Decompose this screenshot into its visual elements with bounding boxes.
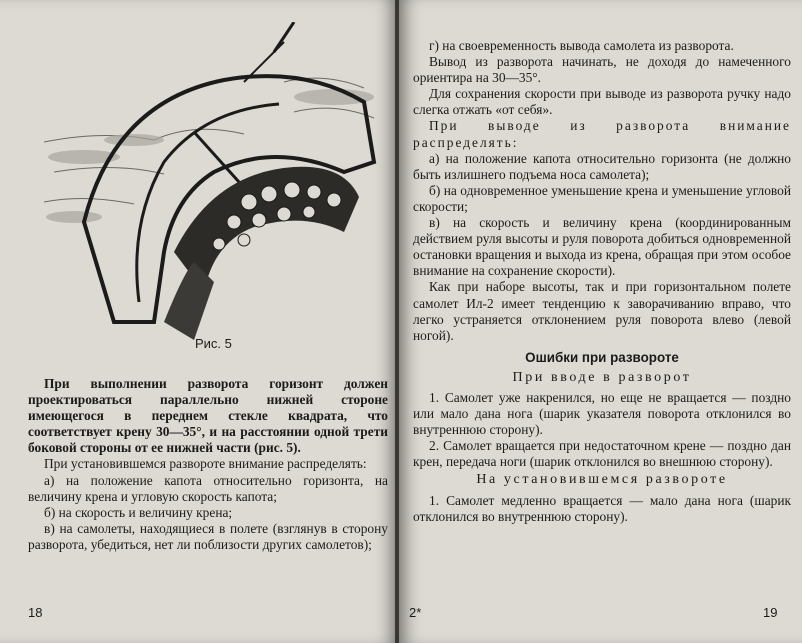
paragraph: При выводе из разворота внимание распределять: bbox=[413, 118, 791, 150]
right-page-text bbox=[413, 38, 791, 525]
paragraph: Для сохранения скорости при выводе из разворота ручку надо слегка отжать «от себя». bbox=[413, 86, 791, 118]
paragraph: 2. Самолет вращается при недостаточном крене — поздно дан крен, передача ноги (шарик отклонился во внешнюю сторону). bbox=[413, 438, 791, 470]
section-heading: Ошибки при развороте bbox=[525, 349, 679, 365]
paragraph: 1. Самолет медленно вращается — мало дана нога (шарик отклонился во внутреннюю сторону). bbox=[413, 492, 791, 524]
left-page-text bbox=[28, 376, 388, 553]
page-number: 19 bbox=[763, 605, 778, 620]
cockpit-illustration bbox=[44, 22, 384, 340]
paragraph: в) на самолеты, находящиеся в полете (взглянув в сторону разворота, убедиться, нет ли поблизости других самолетов); bbox=[28, 520, 388, 552]
paragraph: а) на положение капота относительно горизонта, на величину крена и угловую скорость капота; bbox=[28, 472, 388, 504]
figure-caption: Рис. 5 bbox=[195, 336, 232, 351]
paragraph: Вывод из разворота начинать, не доходя до намеченного ориентира на 30—35°. bbox=[413, 54, 791, 86]
signature-mark: 2* bbox=[409, 605, 422, 620]
paragraph: б) на одновременное уменьшение крена и уменьшение угловой скорости; bbox=[413, 182, 791, 214]
subsection-heading: При вводе в разворот bbox=[512, 369, 692, 385]
page-number: 18 bbox=[28, 605, 43, 620]
left-page bbox=[0, 0, 397, 643]
paragraph: При выполнении разворота горизонт должен проектироваться параллельно нижней стороне имеющегося в переднем стекле квадрата, что соответствует крену 30—35°, и на расстоянии одной трети боковой стороны от ее нижней части (рис. 5). bbox=[28, 376, 388, 456]
right-page bbox=[399, 0, 802, 643]
paragraph: б) на скорость и величину крена; bbox=[44, 504, 233, 520]
paragraph: При установившемся развороте внимание распределять: bbox=[44, 456, 367, 472]
paragraph: г) на своевременность вывода самолета из разворота. bbox=[429, 38, 734, 53]
paragraph: Как при наборе высоты, так и при горизонтальном полете самолет Ил-2 имеет тенденцию к заворачиванию вправо, что легко устраняется отклонением руля поворота влево (левой ногой). bbox=[413, 279, 791, 343]
paragraph: а) на положение капота относительно горизонта (не должно быть излишнего подъема носа самолета); bbox=[413, 150, 791, 182]
paragraph: 1. Самолет уже накренился, но еще не вращается — поздно или мало дана нога (шарик указателя поворота отклонился во внутреннюю сторону). bbox=[413, 389, 791, 438]
paragraph: в) на скорость и величину крена (координированным действием руля высоты и руля поворота добиться одновременной остановки вращения и выхода из крена, обращая при этом особое внимание на сохранение скорости). bbox=[413, 215, 791, 279]
subsection-heading: На установившемся развороте bbox=[476, 472, 728, 488]
